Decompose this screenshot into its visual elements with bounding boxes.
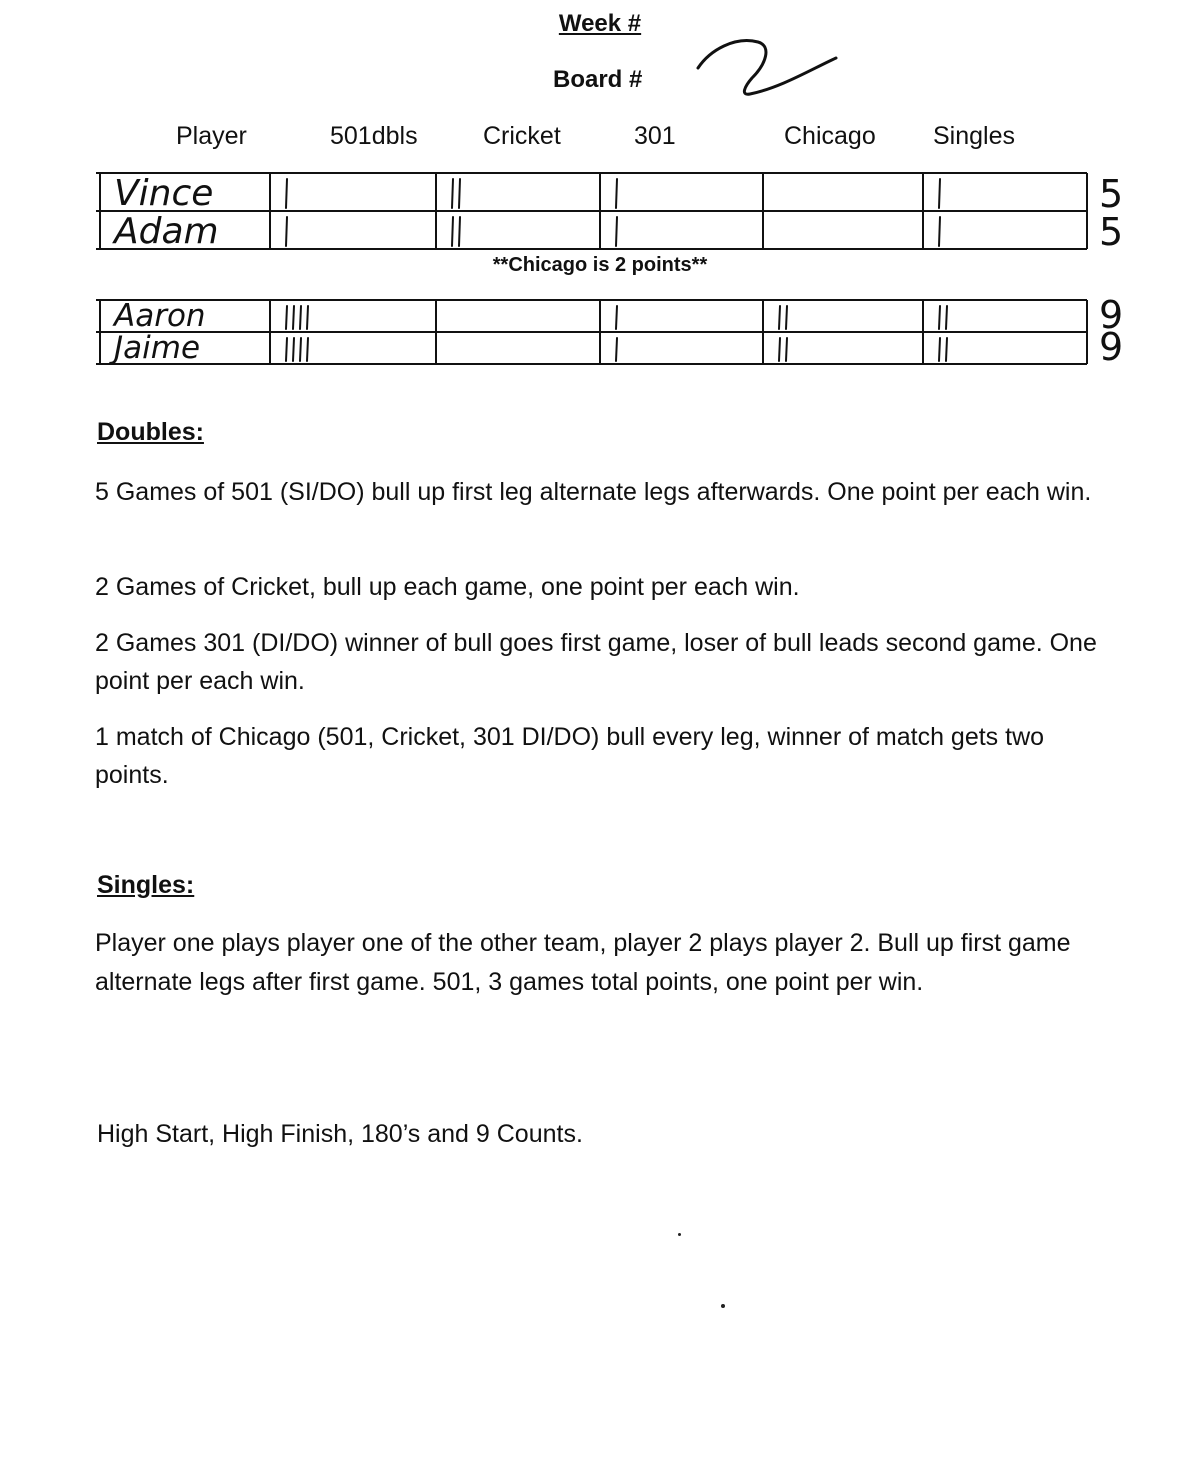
footer-counts-text: High Start, High Finish, 180’s and 9 Counts.	[97, 1120, 583, 1148]
tally-mark	[293, 306, 294, 329]
col-header-chicago: Chicago	[784, 122, 876, 150]
tally-mark	[939, 338, 940, 361]
col-header-player: Player	[176, 122, 247, 150]
tally-mark	[786, 338, 787, 361]
board-label: Board #	[553, 66, 643, 93]
doubles-rule-501: 5 Games of 501 (SI/DO) bull up first leg alternate legs afterwards. One point per each win.	[95, 478, 1092, 506]
col-header-501dbls: 501dbls	[330, 122, 418, 150]
tally-mark	[939, 179, 940, 208]
tally-mark	[286, 179, 287, 208]
tally-mark	[300, 338, 301, 361]
score-sheet-grid	[0, 0, 1200, 400]
tally-mark	[307, 306, 308, 329]
col-header-singles: Singles	[933, 122, 1015, 150]
row-total: 9	[1099, 293, 1124, 337]
tally-mark	[946, 306, 947, 329]
doubles-rule-chicago: 1 match of Chicago (501, Cricket, 301 DI/DO) bull every leg, winner of match gets two points.	[95, 723, 1045, 789]
tally-mark	[786, 306, 787, 329]
tally-mark	[459, 217, 460, 246]
tally-mark	[286, 338, 287, 361]
row-total: 5	[1099, 172, 1124, 216]
scan-speck	[721, 1304, 725, 1308]
tally-mark	[286, 217, 287, 246]
doubles-heading: Doubles:	[97, 418, 204, 446]
col-header-301: 301	[634, 122, 676, 150]
tally-mark	[300, 306, 301, 329]
player-name: Vince	[114, 173, 214, 214]
tally-mark	[939, 306, 940, 329]
singles-heading: Singles:	[97, 871, 195, 899]
tally-mark	[452, 217, 453, 246]
chicago-note: **Chicago is 2 points**	[492, 254, 708, 276]
tally-mark	[779, 338, 780, 361]
player-name: Aaron	[114, 298, 206, 334]
tally-mark	[459, 179, 460, 208]
tally-mark	[452, 179, 453, 208]
row-total: 9	[1099, 325, 1124, 369]
tally-mark	[946, 338, 947, 361]
singles-rule: Player one plays player one of the other team, player 2 plays player 2. Bull up first game alternate legs after first game. 501, 3 games total points, one point per win.	[95, 929, 1071, 996]
tally-mark	[616, 306, 617, 329]
tally-mark	[616, 179, 617, 208]
col-header-cricket: Cricket	[483, 122, 561, 150]
tally-mark	[939, 217, 940, 246]
week-label: Week #	[558, 10, 642, 37]
doubles-rule-cricket: 2 Games of Cricket, bull up each game, one point per each win.	[95, 573, 800, 601]
row-total: 5	[1099, 210, 1124, 254]
player-name: Adam	[114, 211, 219, 252]
tally-mark	[293, 338, 294, 361]
player-name: Jaime	[114, 330, 201, 366]
tally-mark	[307, 338, 308, 361]
tally-mark	[779, 306, 780, 329]
tally-mark	[286, 306, 287, 329]
scan-speck	[678, 1233, 681, 1236]
doubles-rule-301: 2 Games 301 (DI/DO) winner of bull goes first game, loser of bull leads second game. One point per each win.	[95, 629, 1097, 695]
tally-mark	[616, 338, 617, 361]
tally-mark	[616, 217, 617, 246]
